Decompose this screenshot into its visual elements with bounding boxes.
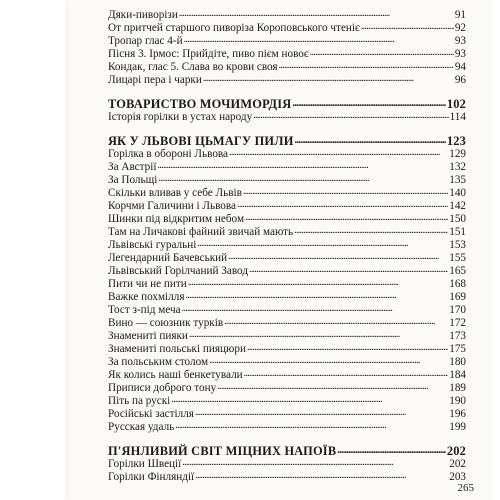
dot-leaders (249, 263, 448, 276)
dot-leaders (279, 59, 454, 72)
toc-entry-page: 168 (449, 278, 466, 290)
toc-entry-page: 150 (449, 213, 466, 225)
toc-entry-title: Легендарний Бачевський (108, 252, 228, 264)
dot-leaders (197, 237, 448, 250)
toc-entry-title: Корчми Галичини і Львова (108, 200, 237, 212)
toc-entry-title: Знамениті пияки (108, 330, 188, 342)
toc-entry-page: 151 (449, 226, 466, 238)
dot-leaders (185, 289, 448, 302)
toc-entry-page: 91 (454, 9, 466, 21)
dot-leaders (175, 419, 448, 432)
toc-entry-page: 184 (449, 369, 466, 381)
section-page: 102 (446, 97, 466, 111)
toc-entry-title: Піть па рускі (108, 395, 171, 407)
dot-leaders (224, 315, 448, 328)
toc-entry-title: Кондак, глас 5. Слава во крови своя (108, 61, 278, 73)
toc-entry-title: Як колись наші бенкетували (108, 369, 243, 381)
toc-entry-title: От притчей старшого пиворіза Короповського чтеніє (108, 22, 360, 34)
toc-entry-page: 180 (449, 356, 466, 368)
toc-entry-page: 169 (449, 291, 466, 303)
dot-leaders (203, 72, 454, 85)
toc-entry-title: Лицарі пера і чарки (108, 74, 202, 86)
dot-leaders (247, 341, 448, 354)
toc-entry-title: Тропар глас 4-й (108, 35, 183, 47)
toc-entry-title: Львівські гуральні (108, 239, 197, 251)
section-title: П'ЯНЛИВИЙ СВІТ МІЦНИХ НАПОЇВ (108, 444, 337, 458)
dot-leaders (217, 380, 448, 393)
toc-entry-title: За польським столом (108, 356, 209, 368)
section-page: 202 (446, 444, 466, 458)
toc-entry-page: 129 (449, 148, 466, 160)
toc-entry-page: 189 (449, 382, 466, 394)
toc-entry-title: Горілка в обороні Львова (108, 148, 229, 160)
toc-entry-page: 165 (449, 265, 466, 277)
toc-entry-page: 172 (449, 317, 466, 329)
dot-leaders (229, 146, 448, 159)
toc-entry-title: Пити чи не пити (108, 278, 187, 290)
dot-leaders (228, 250, 448, 263)
toc-entry-page: 96 (454, 74, 466, 86)
toc-entry (108, 471, 466, 484)
section-title: ТОВАРИСТВО МОЧИМОРДІЯ (108, 97, 292, 111)
toc-entry-page: 93 (454, 35, 466, 47)
toc-entry-page: 175 (449, 343, 466, 355)
dot-leaders (188, 276, 448, 289)
dot-leaders (184, 33, 454, 46)
toc-entry-title: Пісня 3. Ірмос: Прийдіте, пиво пієм новоє (108, 48, 309, 60)
toc-entry-page: 142 (449, 200, 466, 212)
dot-leaders (243, 185, 448, 198)
dot-leaders (310, 46, 454, 59)
toc-entry-page: 93 (454, 48, 466, 60)
toc-entry-title: Скільки вливав у себе Львів (108, 187, 242, 199)
toc-entry-title: Шинки під відкритим небом (108, 213, 245, 225)
dot-leaders (158, 172, 448, 185)
dot-leaders (195, 406, 448, 419)
dot-leaders (253, 109, 448, 122)
table-of-contents (108, 9, 466, 484)
toc-entry-page: 202 (449, 458, 466, 470)
dot-leaders (179, 7, 454, 20)
toc-entry-page: 92 (454, 22, 466, 34)
toc-entry-title: Там на Личакові файний звичай мають (108, 226, 294, 238)
toc-entry-page: 94 (454, 61, 466, 73)
dot-leaders (245, 211, 448, 224)
toc-entry (108, 421, 466, 434)
section-title: ЯК У ЛЬВОВІ ЦЬМАГУ ПИЛИ (108, 134, 294, 148)
dot-leaders (171, 393, 448, 406)
dot-leaders (361, 20, 454, 33)
toc-entry-title: За Австрії (108, 161, 157, 173)
toc-entry-title: Приписи доброго тону (108, 382, 217, 394)
dot-leaders (209, 354, 448, 367)
toc-entry-title: Важке похмілля (108, 291, 185, 303)
toc-entry-title: Горілки Швеції (108, 458, 182, 470)
toc-entry-title: Дяки-пиворізи (108, 9, 178, 21)
toc-entry-title: Львівський Горілчаний Завод (108, 265, 249, 277)
dot-leaders (244, 367, 449, 380)
toc-entry-page: 190 (449, 395, 466, 407)
toc-entry-page: 199 (449, 421, 466, 433)
toc-entry (108, 74, 466, 87)
toc-entry-title: Русская удаль (108, 421, 175, 433)
toc-entry-page: 140 (449, 187, 466, 199)
toc-entry-page: 114 (449, 111, 466, 123)
toc-entry-page: 170 (449, 304, 466, 316)
toc-entry-title: Російські застілля (108, 408, 194, 420)
toc-entry-title: Горілки Фінляндії (108, 471, 195, 483)
toc-entry-title: Історія горілки в устах народу (108, 111, 253, 123)
toc-entry-title: Знамениті польські пияцюри (108, 343, 246, 355)
page-number: 265 (457, 482, 474, 494)
toc-entry-page: 135 (449, 174, 466, 186)
toc-entry-page: 153 (449, 239, 466, 251)
toc-entry-page: 132 (449, 161, 466, 173)
dot-leaders (237, 198, 448, 211)
toc-entry-title: Вино — союзник турків (108, 317, 224, 329)
dot-leaders (157, 159, 448, 172)
dot-leaders (182, 456, 448, 469)
toc-entry-page: 203 (449, 471, 466, 483)
toc-entry (108, 111, 466, 124)
dot-leaders (182, 302, 449, 315)
book-page (68, 0, 492, 500)
toc-entry-title: Тост з-під меча (108, 304, 181, 316)
dot-leaders (189, 328, 448, 341)
section-page: 123 (446, 134, 466, 148)
toc-entry-title: За Польщі (108, 174, 158, 186)
dot-leaders (294, 224, 448, 237)
dot-leaders (195, 469, 448, 482)
toc-entry-page: 173 (449, 330, 466, 342)
toc-entry-page: 155 (449, 252, 466, 264)
toc-entry-page: 196 (449, 408, 466, 420)
